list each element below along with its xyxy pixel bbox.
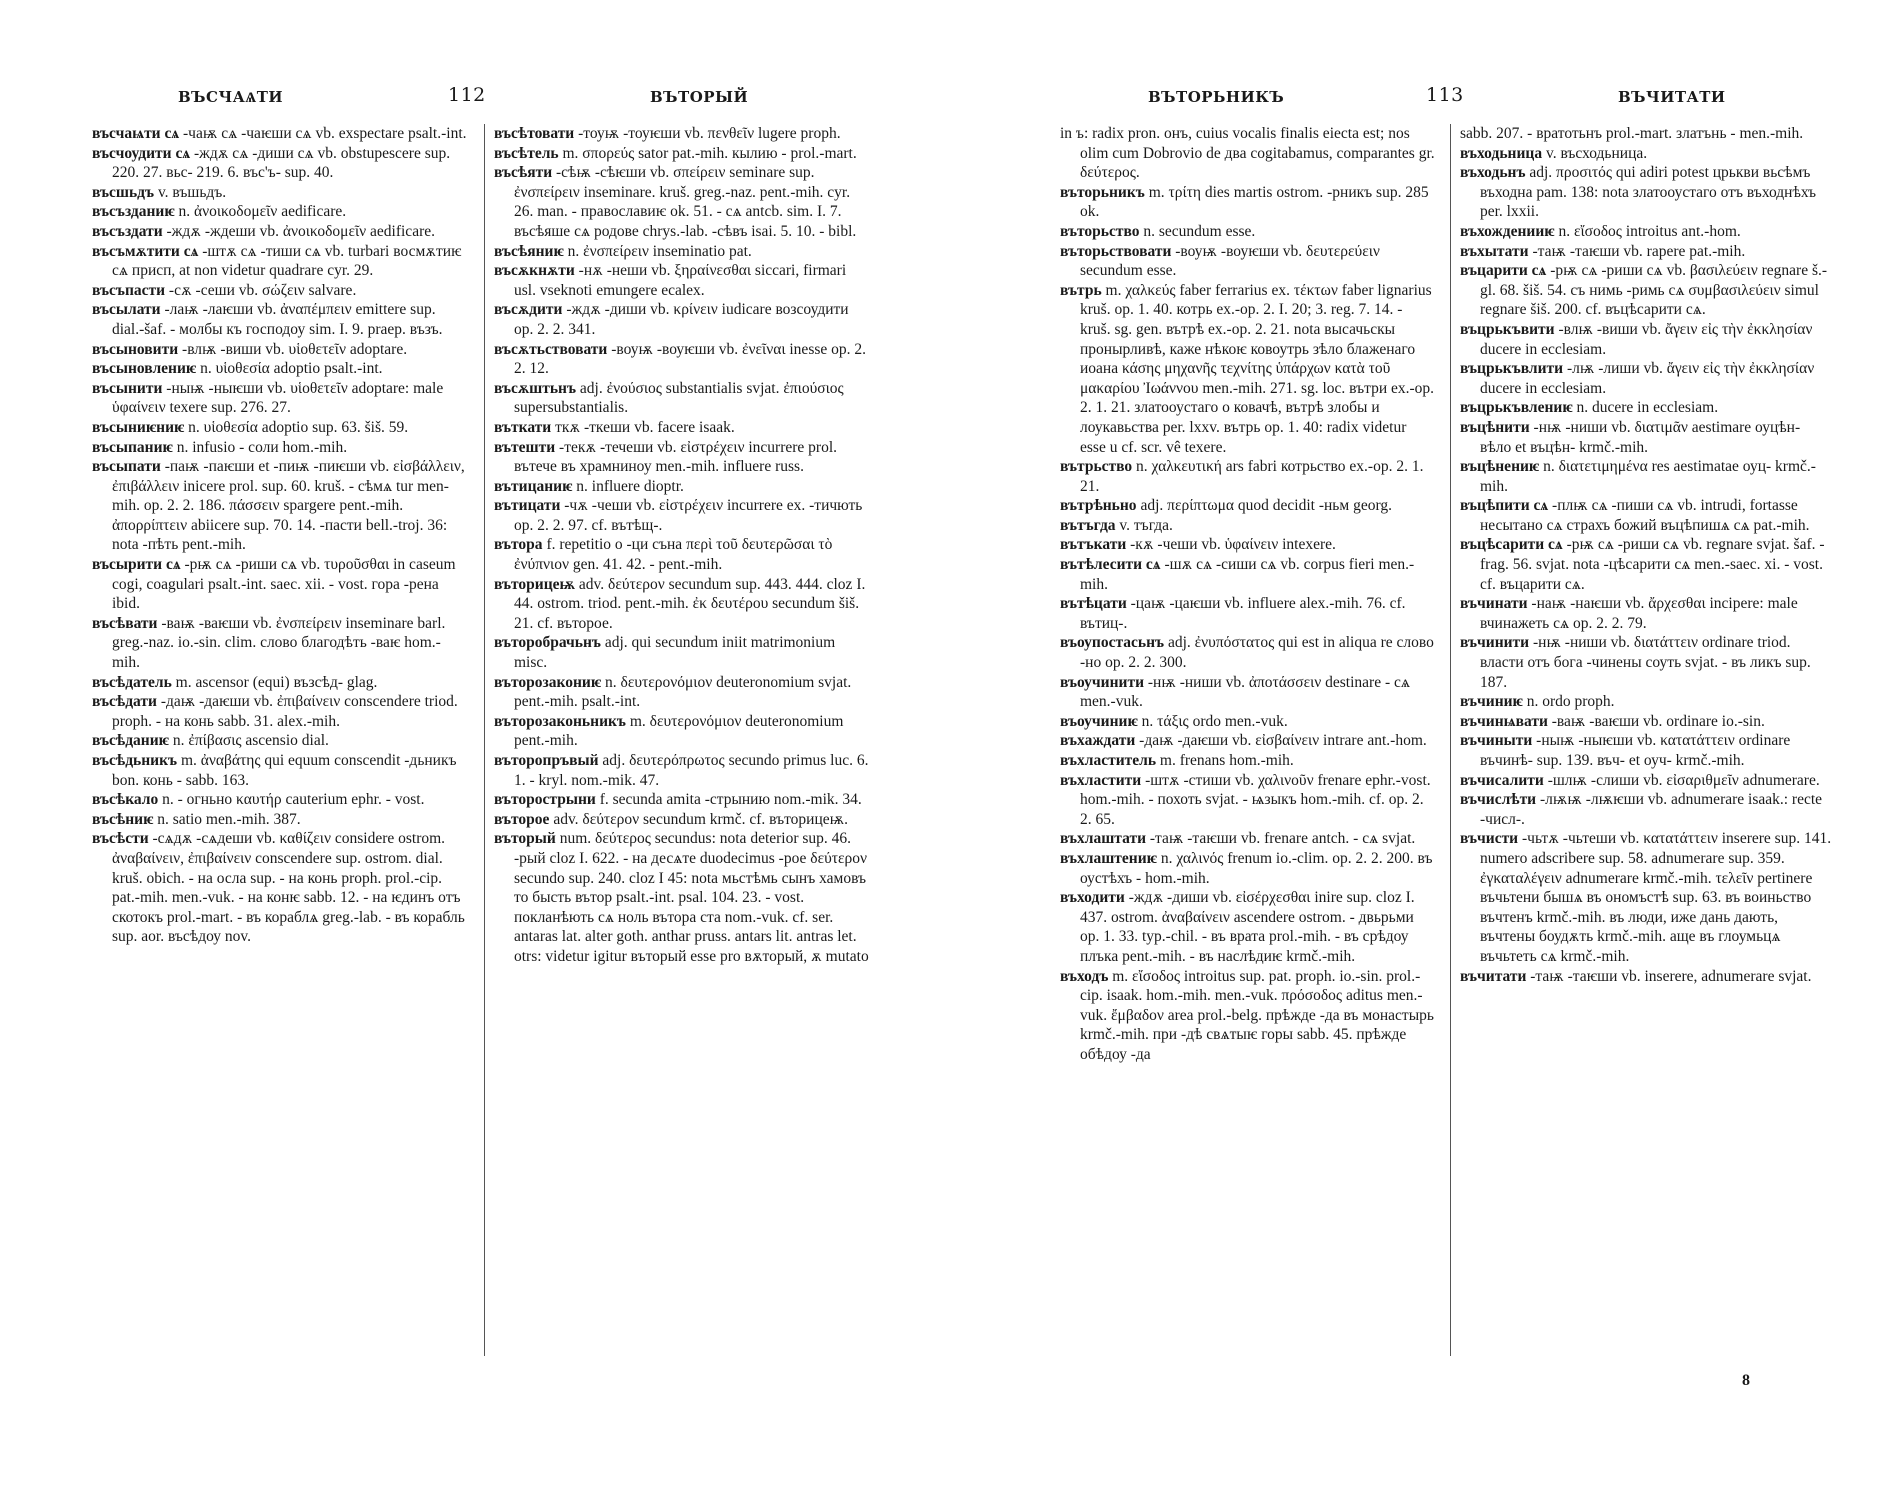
dictionary-entry bbox=[1060, 712, 1435, 732]
entry-headword: въторицеѭ bbox=[494, 575, 576, 593]
dictionary-entry bbox=[494, 790, 869, 810]
entry-definition: -лѭѭ -лѭѥши vb. adnumerare isaak.: recte -числ-. bbox=[1480, 791, 1823, 828]
entry-definition: n. ordo proph. bbox=[1526, 693, 1615, 711]
entry-headword: въхластитель bbox=[1060, 752, 1157, 769]
dictionary-entry bbox=[1060, 281, 1435, 457]
dictionary-entry bbox=[1060, 633, 1435, 672]
entry-headword: въторьникъ bbox=[1060, 183, 1145, 201]
dictionary-entry bbox=[1060, 594, 1435, 633]
entry-definition: in ъ: radix pron. онъ, cuius vocalis finalis eiecta est; nos olim cum Dobrovio de два cogitabamus, comparantes gr. δεύτερος. bbox=[1060, 125, 1435, 182]
entry-definition: m. χαλκεύς faber ferrarius ex. τέκτων faber lignarius kruš. op. 1. 40. котрь ex.-op. 2. I. 20; 3. reg. 7. 14. - kruš. sg. gen. вътрѣ ex.-op. 2. 21. nota высачьскы пронырливѣ, каже нѣкоѥ ковоутрь зѣло блаженаго иоана κάσης μηχανῆς τεχνίτης ὑπάρχων κατὰ τοῦ μακαρίου Ἰωάννου men.-mih. 271. sg. loc. вътри ex.-op. 2. 1. 21. златооустаго о ковачѣ, вътрѣ злобы и лоукавьства per. lxxv. вътрь op. 1. 40: radix videtur esse u cf. scr. vê texere. bbox=[1080, 281, 1435, 456]
dictionary-entry bbox=[1060, 222, 1435, 242]
entry-headword: въсшьдъ bbox=[92, 183, 155, 201]
entry-headword: въцрькъвлениѥ bbox=[1460, 399, 1573, 417]
entry-definition: -ждѫ -диши vb. εἰσέρχεσθαι inire sup. cloz I. 437. ostrom. ἀναβαίνειν ascendere ostrom. - двьрьми op. 1. 33. typ.-chil. - въ врата prol.-mih. - въ срѣдоу плъка pent.-mih. - въ наслѣдиѥ krmč.-mih. bbox=[1080, 889, 1415, 965]
entry-definition: -нѭ -ниши vb. διατάττειν ordinare triod. власти отъ бога -чинены соуть svjat. - въ ликъ sup. 187. bbox=[1480, 634, 1811, 691]
entry-definition: n. δευτερονόμιον deuteronomium svjat. pent.-mih. psalt.-int. bbox=[514, 673, 852, 711]
entry-headword: въторозакониѥ bbox=[494, 673, 602, 691]
dictionary-entry bbox=[1460, 712, 1835, 732]
entry-definition: -влѭ -виши vb. ἄγειν εἰς τὴν ἐκκλησίαν ducere in ecclesiam. bbox=[1480, 320, 1813, 358]
right-page-header bbox=[960, 84, 1902, 110]
entry-definition: -таѭ -таѥши vb. rapere pat.-mih. bbox=[1532, 242, 1746, 260]
entry-headword: въсѫтьствовати bbox=[494, 340, 608, 358]
dictionary-entry bbox=[92, 614, 467, 673]
entry-headword: въсѣяниѥ bbox=[494, 242, 564, 260]
dictionary-entry bbox=[1460, 144, 1835, 164]
entry-headword: въчитати bbox=[1460, 967, 1527, 985]
dictionary-entry bbox=[1460, 398, 1835, 418]
dictionary-entry bbox=[1460, 771, 1835, 791]
entry-headword: въсчаѩти сѧ bbox=[92, 125, 180, 142]
dictionary-entry bbox=[1460, 261, 1835, 320]
entry-headword: въторое bbox=[494, 810, 550, 828]
entry-definition: adj. δευτερόπρωτος secundo primus luc. 6. 1. - kryl. nom.-mik. 47. bbox=[514, 752, 869, 789]
entry-headword: въчиныти bbox=[1460, 732, 1533, 750]
entry-definition: n. διατετιμημένα res aestimatae оуц- krmč.-mih. bbox=[1480, 458, 1816, 495]
entry-headword: въчисти bbox=[1460, 830, 1519, 848]
entry-definition: -кѫ -чеши vb. ὑφαίνειν intexere. bbox=[1130, 536, 1336, 554]
entry-definition: n. infusio - соли hom.-mih. bbox=[176, 438, 348, 456]
entry-headword: въсѣдатель bbox=[92, 673, 172, 691]
entry-definition: m. τρίτη dies martis ostrom. -рникъ sup. 285 ok. bbox=[1080, 183, 1429, 221]
entry-definition: -влѭ -виши vb. υἱοθετεῖν adoptare. bbox=[182, 340, 408, 358]
entry-headword: вътрѣньно bbox=[1060, 497, 1137, 515]
entry-definition: -ваѭ -ваѥши vb. ordinare io.-sin. bbox=[1551, 712, 1765, 730]
dictionary-entry bbox=[92, 555, 467, 614]
entry-headword: въсыниѥниѥ bbox=[92, 418, 185, 436]
dictionary-entry bbox=[1460, 829, 1835, 966]
dictionary-entry bbox=[1060, 771, 1435, 830]
entry-headword: въходьнъ bbox=[1460, 164, 1526, 182]
entry-definition: -рѭ сѧ -риши сѧ vb. βασιλεύειν regnare š.-gl. 68. šiš. 54. съ нимь -римь сѧ συμβασιλεύειν simul regnare šiš. 200. cf. въцѣсарити сѧ. bbox=[1480, 262, 1828, 319]
entry-definition: ткѫ -ткеши vb. facere isaak. bbox=[555, 418, 735, 436]
entry-definition: -чьтѫ -чьтеши vb. κατατάττειν inserere sup. 141. numero adscribere sup. 58. adnumerare sup. 359. ἐγκαταλέγειν adnumerare krmč.-mih. τελεῖν pertinere въчьтени бышѧ въ ономъстѣ sup. 63. въ воиньство въчтенъ krmč.-mih. въ люди, иже дань дають, въчтены боудѫть krmč.-mih. аще въ глоумьцѧ въчьтеть сѧ krmč.-mih. bbox=[1480, 830, 1832, 965]
dictionary-entry bbox=[92, 438, 467, 458]
entry-headword: въхаждати bbox=[1060, 732, 1136, 750]
entry-headword: въчислѣти bbox=[1460, 791, 1537, 809]
entry-definition: -рѭ сѧ -риши сѧ vb. regnare svjat. šaf. - frag. 56. svjat. nota -цѣсарити сѧ men.-saec. xi. - vost. cf. въцарити сѧ. bbox=[1480, 536, 1825, 593]
left-page-header bbox=[0, 84, 960, 110]
dictionary-entry bbox=[1460, 967, 1835, 987]
entry-headword: въоучинити bbox=[1060, 673, 1145, 691]
entry-definition: -чаѭ сѧ -чаѥши сѧ vb. exspectare psalt.-int. bbox=[183, 125, 467, 142]
entry-headword: въсыновлениѥ bbox=[92, 360, 197, 378]
dictionary-entry bbox=[92, 418, 467, 438]
entry-headword: въхластити bbox=[1060, 771, 1142, 789]
entry-definition: n. influere dioptr. bbox=[576, 477, 684, 495]
entry-definition: -нѫ -неши vb. ξηραίνεσθαι siccari, firmari usl. vseknoti emungere ecalex. bbox=[514, 262, 847, 299]
entry-definition: v. въсходьница. bbox=[1545, 144, 1648, 162]
entry-definition: -штѫ -стиши vb. χαλινοῦν frenare ephr.-vost. hom.-mih. - похоть svjat. - ѩзыкъ hom.-mih. cf. op. 2. 2. 65. bbox=[1080, 771, 1431, 828]
dictionary-entry bbox=[1060, 673, 1435, 712]
entry-definition: -лѭ -лиши vb. ἄγειν εἰς τὴν ἐκκλησίαν ducere in ecclesiam. bbox=[1480, 360, 1815, 397]
dictionary-entry bbox=[92, 829, 467, 947]
entry-definition: sabb. 207. - вратотьнъ prol.-mart. златънь - men.-mih. bbox=[1460, 125, 1804, 142]
dictionary-entry bbox=[494, 535, 869, 574]
running-head-left: ВЪТОРЬНИКЪ bbox=[1148, 88, 1285, 106]
entry-headword: въоучиниѥ bbox=[1060, 712, 1138, 730]
entry-headword: въсѣдати bbox=[92, 693, 157, 711]
entry-definition: n. ἐνσπείρειν inseminatio pat. bbox=[567, 242, 752, 260]
entry-definition: n. secundum esse. bbox=[1143, 222, 1256, 240]
entry-definition: -ныѭ -ныѥши vb. κατατάττειν ordinare въчинѣ- sup. 139. въч- et оуч- krmč.-mih. bbox=[1480, 732, 1791, 769]
dictionary-entry bbox=[1060, 457, 1435, 496]
dictionary-entry bbox=[494, 496, 869, 535]
entry-definition: m. σπορεύς sator pat.-mih. кылию - prol.-mart. bbox=[562, 144, 857, 162]
entry-definition: n. τάξις ordo men.-vuk. bbox=[1141, 712, 1288, 730]
entry-headword: вътъкати bbox=[1060, 536, 1127, 554]
dictionary-entry bbox=[494, 673, 869, 712]
entry-definition: m. δευτερονόμιον deuteronomium pent.-mih. bbox=[514, 712, 844, 750]
dictionary-entry bbox=[92, 281, 467, 301]
entry-headword: вътъгда bbox=[1060, 516, 1116, 534]
running-head-right: ВЪЧИТАТИ bbox=[1618, 88, 1726, 106]
entry-definition: -нѭ -ниши vb. διατιμᾶν aestimare оуцѣн- вѣло et въцѣн- krmč.-mih. bbox=[1480, 418, 1801, 456]
running-head-right: ВЪТОРЫЙ bbox=[650, 88, 749, 106]
entry-definition: m. ἀναβάτης qui equum conscendit -дьникъ bon. конь - sabb. 163. bbox=[112, 752, 457, 789]
entry-headword: въсѣкало bbox=[92, 791, 159, 809]
dictionary-entry bbox=[1060, 516, 1435, 536]
dictionary-entry bbox=[92, 810, 467, 830]
entry-headword: въцрькъвити bbox=[1460, 320, 1555, 338]
entry-definition: -плѭ сѧ -пиши сѧ vb. intrudi, fortasse несытано сѧ страхъ божий въцѣпишѧ сѧ pat.-mih. bbox=[1480, 497, 1810, 534]
entry-definition: -текѫ -течеши vb. εἰστρέχειν incurrere prol. вътече въ храмниноу men.-mih. influere russ. bbox=[514, 438, 838, 476]
dictionary-entry bbox=[1460, 124, 1835, 144]
column-divider bbox=[484, 124, 485, 1356]
entry-headword: въсѣниѥ bbox=[92, 810, 154, 828]
dictionary-entry bbox=[1060, 124, 1435, 183]
entry-headword: въходити bbox=[1060, 889, 1125, 907]
entry-definition: adj. ἐνυπόστατος qui est in aliqua re слово -но op. 2. 2. 300. bbox=[1080, 634, 1434, 672]
dictionary-entry bbox=[1060, 888, 1435, 966]
entry-headword: въторьство bbox=[1060, 222, 1140, 240]
entry-headword: въсынити bbox=[92, 379, 163, 397]
dictionary-entry bbox=[494, 163, 869, 241]
entry-headword: вътрьство bbox=[1060, 458, 1133, 476]
dictionary-entry bbox=[1460, 790, 1835, 829]
dictionary-entry bbox=[1060, 751, 1435, 771]
entry-definition: -шѫ сѧ -сиши сѧ vb. corpus fieri men.-mih. bbox=[1080, 556, 1415, 593]
entry-definition: adj. προσιτός qui adiri potest црькви вьсѣмъ въходна pam. 138: nota златооустаго отъ въходнѣхъ per. lxxii. bbox=[1480, 164, 1817, 221]
dictionary-entry bbox=[92, 144, 467, 183]
dictionary-entry bbox=[1060, 496, 1435, 516]
right-page bbox=[960, 0, 1902, 1500]
running-head-left: ВЪСЧАѦТИ bbox=[178, 88, 284, 106]
dictionary-entry bbox=[1460, 594, 1835, 633]
entry-headword: вътешти bbox=[494, 438, 556, 456]
entry-headword: въсыпаниѥ bbox=[92, 438, 173, 456]
dictionary-entry bbox=[494, 261, 869, 300]
entry-definition: -таѭ -таѥши vb. inserere, adnumerare svjat. bbox=[1530, 967, 1812, 985]
entry-definition: -ждѫ сѧ -диши сѧ vb. obstupescere sup. 220. 27. вьс- 219. 6. въс'ъ- sup. 40. bbox=[112, 144, 451, 182]
entry-definition: -штѫ сѧ -тиши сѧ vb. turbari восмѫтиѥ сѧ присп, at non videtur quadrare cyr. 29. bbox=[112, 242, 462, 280]
dictionary-entry bbox=[1460, 692, 1835, 712]
entry-headword: въткати bbox=[494, 418, 552, 436]
dictionary-entry bbox=[1060, 183, 1435, 222]
dictionary-entry bbox=[494, 300, 869, 339]
dictionary-entry bbox=[92, 340, 467, 360]
entry-definition: adv. δεύτερον secundum sup. 443. 444. cloz I. 44. ostrom. triod. pent.-mih. ἐκ δευτέρου secundum šiš. 21. cf. въторое. bbox=[514, 575, 866, 632]
entry-headword: въсѫкнѫти bbox=[494, 262, 575, 280]
entry-definition: -ныѭ -ныѥши vb. υἱοθετεῖν adoptare: male ὑφαίνειν texere sup. 276. 27. bbox=[112, 379, 444, 417]
entry-headword: въцѣсарити сѧ bbox=[1460, 536, 1563, 554]
entry-headword: въчиниѥ bbox=[1460, 693, 1523, 711]
entry-headword: въсѣдьникъ bbox=[92, 752, 178, 769]
entry-definition: f. secunda amita -стрынию nom.-mik. 34. bbox=[599, 791, 862, 809]
dictionary-entry bbox=[92, 242, 467, 281]
dictionary-entry bbox=[92, 457, 467, 555]
left-page-column-1 bbox=[92, 124, 467, 947]
dictionary-entry bbox=[494, 418, 869, 438]
entry-definition: v. тъгда. bbox=[1119, 516, 1173, 534]
entry-headword: въхлаштати bbox=[1060, 830, 1146, 848]
entry-definition: -воуѭ -воуѥши vb. δευτερεύειν secundum esse. bbox=[1080, 242, 1380, 280]
entry-headword: въхлаштениѥ bbox=[1060, 849, 1157, 867]
dictionary-entry bbox=[92, 692, 467, 731]
dictionary-entry bbox=[1460, 535, 1835, 594]
entry-headword: вътѣцати bbox=[1060, 595, 1127, 613]
entry-headword: въторозаконьникъ bbox=[494, 712, 626, 730]
entry-headword: въсѣтель bbox=[494, 144, 559, 162]
dictionary-entry bbox=[1460, 163, 1835, 222]
entry-headword: въторобрачьнъ bbox=[494, 634, 601, 652]
entry-headword: въсъмѫтити сѧ bbox=[92, 242, 199, 260]
entry-definition: -рѭ сѧ -риши сѧ vb. τυροῦσθαι in caseum cogi, coagulari psalt.-int. saec. xii. - vost. гора -рена ibid. bbox=[112, 556, 456, 613]
entry-definition: n. satio men.-mih. 387. bbox=[157, 810, 301, 828]
entry-headword: вътрь bbox=[1060, 281, 1102, 299]
dictionary-entry bbox=[92, 751, 467, 790]
dictionary-entry bbox=[1460, 242, 1835, 262]
entry-definition: v. въшьдъ. bbox=[157, 183, 227, 201]
dictionary-entry bbox=[1060, 242, 1435, 281]
dictionary-entry bbox=[1060, 535, 1435, 555]
dictionary-entry bbox=[92, 731, 467, 751]
entry-definition: n. χαλινός frenum io.-clim. op. 2. 2. 200. въ оустѣхъ - hom.-mih. bbox=[1080, 849, 1433, 887]
dictionary-entry bbox=[494, 829, 869, 966]
dictionary-entry bbox=[494, 144, 869, 164]
entry-definition: adj. ἐνούσιος substantialis svjat. ἐπιούσιος supersubstantialis. bbox=[514, 379, 844, 417]
entry-definition: -тоуѭ -тоуѥши vb. πενθεῖν lugere proph. bbox=[578, 125, 841, 142]
signature-mark: 8 bbox=[1742, 1372, 1750, 1389]
dictionary-entry bbox=[494, 124, 869, 144]
dictionary-entry bbox=[1460, 731, 1835, 770]
dictionary-entry bbox=[494, 575, 869, 634]
entry-definition: -сѫ -сеши vb. σώζειν salvare. bbox=[168, 281, 357, 299]
right-page-column-2 bbox=[1460, 124, 1835, 986]
entry-headword: въсѣданиѥ bbox=[92, 732, 169, 750]
dictionary-entry bbox=[1460, 320, 1835, 359]
entry-headword: въсѫдити bbox=[494, 301, 563, 319]
entry-headword: въсырити сѧ bbox=[92, 556, 181, 574]
entry-headword: въсѣсти bbox=[92, 830, 149, 848]
dictionary-entry bbox=[92, 202, 467, 222]
entry-definition: -сѣѭ -сѣѥши vb. σπείρειν seminare sup. ἐνσπείρειν inseminare. kruš. greg.-naz. pent.-mih. cyr. 26. man. - правоcлавиѥ ok. 51. - сѧ antcb. sim. I. 7. въсѣяше сѧ родове chrys.-lab. -сѣвъ isai. 5. 10. - bibl. bbox=[514, 164, 857, 240]
dictionary-entry bbox=[92, 183, 467, 203]
dictionary-entry bbox=[1460, 418, 1835, 457]
entry-headword: въхытати bbox=[1460, 242, 1529, 260]
dictionary-entry bbox=[92, 300, 467, 339]
entry-headword: въцѣпити сѧ bbox=[1460, 497, 1549, 515]
dictionary-entry bbox=[1060, 829, 1435, 849]
entry-definition: -ждѫ -диши vb. κρίνειν iudicare возсоудити op. 2. 2. 341. bbox=[514, 301, 849, 338]
right-page-column-1 bbox=[1060, 124, 1435, 1065]
entry-headword: вътора bbox=[494, 536, 543, 554]
entry-headword: въчинати bbox=[1460, 595, 1528, 613]
entry-headword: въторострыни bbox=[494, 791, 596, 809]
entry-definition: n. ἐπίβασις ascensio dial. bbox=[172, 732, 329, 750]
dictionary-entry bbox=[92, 124, 467, 144]
entry-headword: въсылати bbox=[92, 301, 161, 319]
dictionary-entry bbox=[1060, 849, 1435, 888]
entry-definition: -наѭ -наѥши vb. ἄρχεσθαι incipere: male вчинажеть сѧ op. 2. 2. 79. bbox=[1480, 595, 1798, 632]
dictionary-entry bbox=[494, 379, 869, 418]
dictionary-entry bbox=[92, 359, 467, 379]
dictionary-entry bbox=[494, 340, 869, 379]
dictionary-entry bbox=[92, 790, 467, 810]
dictionary-entry bbox=[494, 633, 869, 672]
left-page-column-2 bbox=[494, 124, 869, 967]
page-number-left: 112 bbox=[448, 84, 486, 106]
dictionary-entry bbox=[1060, 731, 1435, 751]
entry-definition: n. υἱοθεσία adoptio sup. 63. šiš. 59. bbox=[188, 418, 409, 436]
entry-headword: въцрькъвлити bbox=[1460, 360, 1564, 378]
entry-definition: adj. qui secundum iniit matrimonium misc. bbox=[514, 634, 836, 672]
entry-definition: -паѭ -паѥши et -пиѭ -пиѥши vb. εἰσβάλλειν, ἐπιβάλλειν inicere prol. sup. 60. kruš. - сѣмѧ tur men-mih. op. 2. 2. 186. πάσσειν spargere pent.-mih. ἀπορρίπτειν abiicere sup. 70. 14. -пасти bell.-troj. 36: nota -пѣть pent.-mih. bbox=[112, 458, 465, 554]
entry-headword: въсъпасти bbox=[92, 281, 166, 299]
dictionary-entry bbox=[1460, 633, 1835, 692]
entry-definition: -лаѭ -лаѥши vb. ἀναπέμπειν emittere sup. dial.-šaf. - молбы къ господоу sim. I. 9. praep. възъ. bbox=[112, 301, 443, 338]
entry-headword: въсѫштьнъ bbox=[494, 379, 577, 397]
dictionary-entry bbox=[1460, 359, 1835, 398]
entry-headword: вътицаниѥ bbox=[494, 477, 573, 495]
entry-headword: въоупостасьнъ bbox=[1060, 634, 1165, 652]
entry-headword: въсыпати bbox=[92, 458, 161, 476]
dictionary-entry bbox=[92, 673, 467, 693]
entry-definition: -таѭ -таѥши vb. frenare antch. - сѧ svjat. bbox=[1149, 830, 1416, 848]
entry-definition: -сѧдѫ -сѧдеши vb. καθίζειν considere ostrom. ἀναβαίνειν, ἐπιβαίνειν conscendere sup. ostrom. dial. kruš. obich. - на осла sup. - на конь proph. prol.-cip. pat.-mih. men.-vuk. - на конѥ sabb. 12. - на ѥдинъ отъ скотокъ prol.-mart. - въ кораблѧ greg.-lab. - въ корабль sup. aor. въсѣдоу nov. bbox=[112, 830, 465, 946]
entry-definition: m. ascensor (equi) възсѣд- glag. bbox=[175, 673, 378, 691]
entry-definition: -даѭ -даѥши vb. εἰσβαίνειν intrare ant.-hom. bbox=[1139, 732, 1427, 750]
dictionary-entry bbox=[494, 810, 869, 830]
entry-definition: -воуѭ -воуѥши vb. ἐνεῖναι inesse op. 2. 2. 12. bbox=[514, 340, 867, 378]
dictionary-entry bbox=[1460, 496, 1835, 535]
entry-headword: вътѣлесити сѧ bbox=[1060, 556, 1161, 574]
entry-definition: n. ἀνοικοδομεῖν aedificare. bbox=[178, 203, 347, 221]
dictionary-entry bbox=[92, 222, 467, 242]
entry-definition: -цаѭ -цаѥши vb. influere alex.-mih. 76. cf. вътиц-. bbox=[1080, 595, 1406, 632]
entry-headword: въсѣвати bbox=[92, 614, 158, 632]
entry-definition: n. ducere in ecclesiam. bbox=[1576, 399, 1719, 417]
dictionary-entry bbox=[494, 242, 869, 262]
entry-headword: въчинѩвати bbox=[1460, 712, 1548, 730]
entry-headword: въторопръвый bbox=[494, 752, 599, 769]
entry-definition: -ваѭ -ваѥши vb. ἐνσπείρειν inseminare barl. greg.-naz. io.-sin. clim. слово благодѣть -ваѥ hom.-mih. bbox=[112, 614, 446, 672]
entry-definition: n. εἴσοδος introitus ant.-hom. bbox=[1558, 222, 1741, 240]
entry-definition: -шлѭ -слиши vb. εἰσαριθμεῖν adnumerare. bbox=[1547, 771, 1820, 789]
entry-definition: adj. περίπτωμα quod decidit -ньм georg. bbox=[1140, 497, 1392, 515]
page-number-right: 113 bbox=[1426, 84, 1464, 106]
entry-headword: въсѣяти bbox=[494, 164, 553, 182]
dictionary-entry bbox=[1060, 967, 1435, 1065]
entry-headword: въцѣнити bbox=[1460, 418, 1530, 436]
entry-definition: m. εἴσοδος introitus sup. pat. proph. io.-sin. prol.-cip. isaak. hom.-mih. men.-vuk. πρόσοδος aditus men.-vuk. ἔμβαδον area prol.-belg. прѣжде -да въ монастырь krmč.-mih. при -дѣ свѧтыѥ горы sabb. 45. прѣжде обѣдоу -да bbox=[1080, 967, 1434, 1063]
entry-headword: въходьница bbox=[1460, 144, 1543, 162]
entry-headword: въсъздати bbox=[92, 222, 163, 240]
entry-definition: n. - огньно καυτήρ cauterium ephr. - vost. bbox=[162, 791, 425, 809]
entry-headword: въсчоудити сѧ bbox=[92, 144, 191, 162]
column-divider bbox=[1450, 124, 1451, 1356]
entry-definition: f. repetitio о -ци съна περὶ τοῦ δευτερῶσαι τὸ ἐνύπνιον gen. 41. 42. - pent.-mih. bbox=[514, 536, 833, 574]
entry-definition: adv. δεύτερον secundum krmč. cf. въторицеѭ. bbox=[553, 810, 848, 828]
entry-headword: въчисалити bbox=[1460, 771, 1544, 789]
dictionary-entry bbox=[1460, 457, 1835, 496]
entry-headword: вътицати bbox=[494, 497, 561, 515]
entry-definition: -нѭ -ниши vb. ἀποτάσσειν destinare - сѧ men.-vuk. bbox=[1080, 673, 1411, 711]
dictionary-entry bbox=[1460, 222, 1835, 242]
dictionary-entry bbox=[494, 438, 869, 477]
entry-headword: въчинити bbox=[1460, 634, 1530, 652]
entry-headword: въсъзданиѥ bbox=[92, 203, 175, 221]
dictionary-entry bbox=[494, 712, 869, 751]
entry-definition: num. δεύτερος secundus: nota deterior sup. 46. -рый cloz I. 622. - на десѧте duodecimus -рое δεύτερον secundo sup. 240. cloz I 45: nota мьстѣмь сынъ хамовъ то бысть вътор psalt.-int. psal. 104. 23. - vost. покланѣють сѧ ноль въторa ста nom.-vuk. cf. ser. antaras lat. alter goth. anthar pruss. antars lit. antras let. otrs: videtur igitur въторый esse pro вѫторый, ѫ mutato bbox=[514, 830, 869, 965]
entry-headword: въхожденииѥ bbox=[1460, 222, 1555, 240]
entry-headword: въцарити сѧ bbox=[1460, 262, 1547, 280]
entry-headword: въцѣнениѥ bbox=[1460, 458, 1540, 476]
entry-definition: n. χαλκευτική ars fabri котрьство ex.-op. 2. 1. 21. bbox=[1080, 458, 1424, 495]
entry-definition: -даѭ -даѥши vb. ἐπιβαίνειν conscendere triod. proph. - на конь sabb. 31. alex.-mih. bbox=[112, 693, 458, 730]
dictionary-entry bbox=[494, 477, 869, 497]
entry-headword: въторьствовати bbox=[1060, 242, 1172, 260]
entry-definition: -ждѫ -ждеши vb. ἀνοικοδομεῖν aedificare. bbox=[166, 222, 435, 240]
entry-definition: m. frenans hom.-mih. bbox=[1159, 752, 1294, 769]
entry-headword: въсыновити bbox=[92, 340, 179, 358]
entry-headword: въторый bbox=[494, 830, 556, 848]
entry-definition: -чѫ -чеши vb. εἰστρέχειν incurrere ex. -тичють op. 2. 2. 97. cf. вътѣщ-. bbox=[514, 497, 863, 534]
dictionary-entry bbox=[494, 751, 869, 790]
entry-headword: въходъ bbox=[1060, 967, 1109, 985]
dictionary-entry bbox=[1060, 555, 1435, 594]
dictionary-entry bbox=[92, 379, 467, 418]
entry-headword: въсѣтовати bbox=[494, 125, 575, 142]
entry-definition: n. υἱοθεσία adoptio psalt.-int. bbox=[200, 360, 383, 378]
